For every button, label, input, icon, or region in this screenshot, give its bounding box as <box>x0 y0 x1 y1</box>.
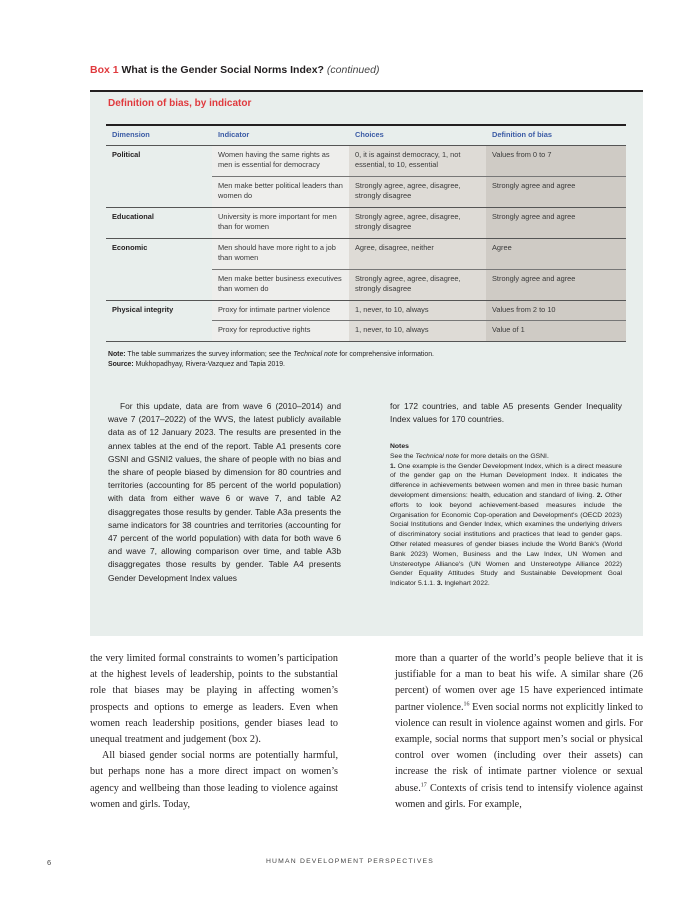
cell-definition: Values from 0 to 7 <box>486 145 626 176</box>
note-3-text: Inglehart 2022. <box>444 580 490 588</box>
cell-definition: Values from 2 to 10 <box>486 300 626 321</box>
box-label: Box 1 <box>90 64 119 76</box>
cell-indicator: Proxy for intimate partner violence <box>212 300 349 321</box>
note-1-text: One example is the Gender Development Index, which is a direct measure of the gender gap on the Human Development Index. It indicates the difference in achievements between women and men in three basic human development dimensions: health, education and standard of living. <box>390 462 622 499</box>
note-text-pre: The table summarizes the survey information; see the <box>127 351 292 358</box>
body-paragraph <box>395 651 643 813</box>
cell-choices: 1, never, to 10, always <box>349 321 486 342</box>
cell-dimension: Physical integrity <box>106 300 212 321</box>
box-text-column-2: for 172 countries, and table A5 presents Gender Inequality Index values for 170 countries. <box>390 401 622 425</box>
cell-choices: Agree, disagree, neither <box>349 238 486 269</box>
column-header-indicator: Indicator <box>212 125 349 145</box>
notes-intro-post: for more details on the GSNI. <box>460 452 549 460</box>
notes-heading: Notes <box>390 443 409 450</box>
cell-indicator: Women having the same rights as men is essential for democracy <box>212 145 349 176</box>
footnote-ref-17[interactable]: 17 <box>420 782 427 789</box>
cell-choices: Strongly agree, agree, disagree, strongly disagree <box>349 269 486 300</box>
cell-dimension <box>106 321 212 342</box>
cell-indicator: Proxy for reproductive rights <box>212 321 349 342</box>
body-paragraph: the very limited formal constraints to women’s participation at the highest levels of leadership, points to the substantial role that biases may be playing in affecting women’s prospects and options to emerge as leaders. Even when women reach leadership positions, gender biases lead to unequal treatment and judgement (box 2). <box>90 653 338 746</box>
cell-choices: 1, never, to 10, always <box>349 300 486 321</box>
cell-choices: Strongly agree, agree, disagree, strongly disagree <box>349 207 486 238</box>
source-line <box>108 360 434 370</box>
notes-body <box>390 462 622 589</box>
page-number: 6 <box>47 858 52 867</box>
notes-intro-italic: Technical note <box>415 452 459 460</box>
cell-choices: Strongly agree, agree, disagree, strongly disagree <box>349 176 486 207</box>
table-header-row <box>106 125 626 145</box>
note-2-number: 2. <box>596 491 603 499</box>
footnote-ref-16[interactable]: 16 <box>463 701 470 708</box>
cell-dimension <box>106 269 212 300</box>
cell-indicator: Men should have more right to a job than women <box>212 238 349 269</box>
note-line <box>108 350 434 360</box>
body-column-1 <box>90 651 338 813</box>
body-column-2 <box>395 651 643 813</box>
table-row <box>106 238 626 269</box>
box-heading <box>90 64 379 76</box>
notes-intro-pre: See the <box>390 452 414 460</box>
table-row <box>106 145 626 176</box>
table-row <box>106 321 626 342</box>
table-row <box>106 300 626 321</box>
running-footer-title: HUMAN DEVELOPMENT PERSPECTIVES <box>265 858 435 865</box>
notes-intro <box>390 452 622 462</box>
note-text-post: for comprehensive information. <box>339 351 434 358</box>
cell-indicator: University is more important for men than for women <box>212 207 349 238</box>
cell-definition: Strongly agree and agree <box>486 176 626 207</box>
source-text: Mukhopadhyay, Rivera-Vazquez and Tapia 2019. <box>135 361 285 368</box>
body-paragraph: All biased gender social norms are potentially harmful, but perhaps none has a more direct impact on women’s agency and wellbeing than those leading to violence against women and girls. Today, <box>90 750 338 810</box>
box-continued: (continued) <box>326 64 380 76</box>
table-note <box>108 350 434 370</box>
body-text: Even social norms not explicitly linked to violence can result in violence against women and girls. For example, social norms that support men’s social or physical control over women (including over their assets) can increase the risk of intimate partner violence or sexual abuse. <box>395 701 643 794</box>
note-label: Note: <box>108 351 126 358</box>
cell-indicator: Men make better political leaders than women do <box>212 176 349 207</box>
cell-dimension <box>106 176 212 207</box>
box-notes <box>390 442 622 589</box>
cell-definition: Strongly agree and agree <box>486 207 626 238</box>
note-text-italic: Technical note <box>293 351 338 358</box>
note-1-number: 1. <box>390 462 396 470</box>
cell-definition: Strongly agree and agree <box>486 269 626 300</box>
cell-choices: 0, it is against democracy, 1, not essential, to 10, essential <box>349 145 486 176</box>
cell-dimension: Political <box>112 149 141 159</box>
body-text: more than a quarter of the world’s people believe that it is justifiable for a man to beat his wife. A similar share (26 percent) of women over age 15 have experienced intimate partner violence. <box>395 653 643 713</box>
table-title: Definition of bias, by indicator <box>108 98 252 109</box>
note-2-text: Other efforts to look beyond achievement-based measures include the Organisation for Economic Cop-operation and Development's (OECD 2023) Social Institutions and Gender Index, which examines the underlying drivers of discriminatory social institutions and practices that lead to gender gaps. Other related measures of gender biases include the World Bank's (World Bank 2023) Women, Business and the Law Index, UN Women and Unstereotype Alliance's (UN Women and Unstereotype Alliance 2022) Gender Equality Attitudes Study and Sustainable Development Goal Indicator 5.1.1. <box>390 491 623 588</box>
box-panel <box>90 90 643 636</box>
cell-definition: Agree <box>486 238 626 269</box>
cell-dimension: Educational <box>106 207 212 238</box>
cell-definition: Value of 1 <box>486 321 626 342</box>
cell-indicator: Men make better business executives than women do <box>212 269 349 300</box>
cell-dimension: Economic <box>106 238 212 269</box>
table-row <box>106 176 626 207</box>
box-text-column-1: For this update, data are from wave 6 (2010–2014) and wave 7 (2017–2022) of the WVS, the latest publicly available data as of 12 January 2023. The results are presented in the annex tables at the end of the report. Table A1 presents core GSNI and GSNI2 values, the share of people with no bias and the share of people biased by dimension for 80 countries and territories (accounting for 85 percent of the world population) with data from either wave 6 or wave 7, and table A2 disaggregates those results by gender. Table A3a presents the same indicators for 38 countries and territories (accounting for 47 percent of the world population) with data for both wave 6 and wave 7, allowing comparison over time, and table A3b disaggregates those results by gender. Table A4 presents Gender Development Index values <box>108 401 341 583</box>
table-row <box>106 207 626 238</box>
table-row <box>106 269 626 300</box>
column-header-dimension: Dimension <box>106 125 212 145</box>
source-label: Source: <box>108 361 134 368</box>
bias-definition-table <box>106 124 626 342</box>
column-header-definition: Definition of bias <box>486 125 626 145</box>
box-title: What is the Gender Social Norms Index? <box>121 64 324 76</box>
column-header-choices: Choices <box>349 125 486 145</box>
note-3-number: 3. <box>436 580 443 588</box>
body-text: Contexts of crisis tend to intensify violence against women and girls. For example, <box>395 782 643 810</box>
